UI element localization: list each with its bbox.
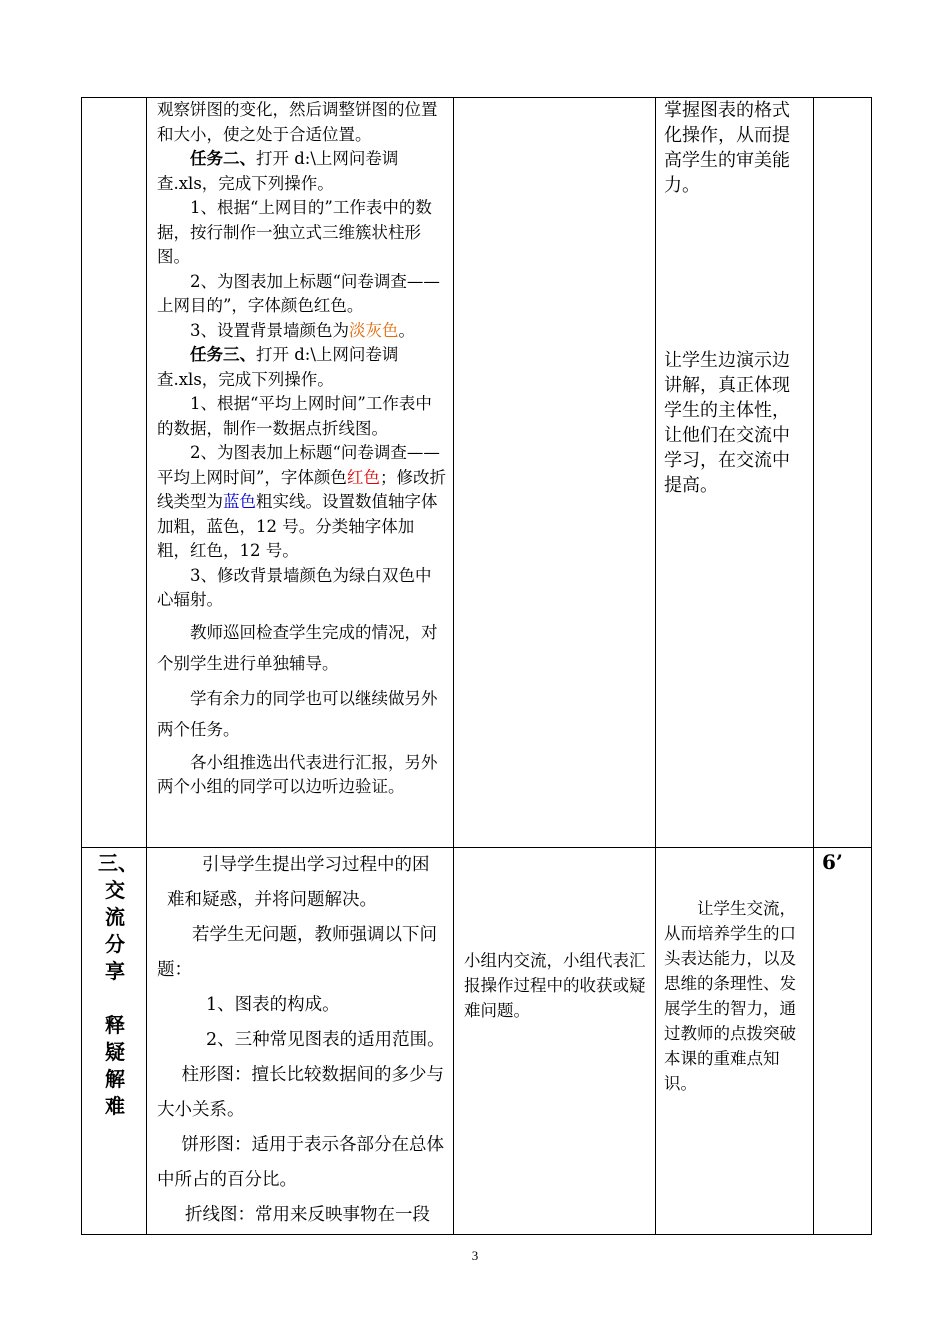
- content-cell: [147, 848, 454, 1235]
- paragraph: 教师巡回检查学生完成的情况，对个别学生进行单独辅导。: [157, 622, 438, 673]
- section-cell: [82, 848, 147, 1235]
- activity-cell: [454, 848, 656, 1235]
- paragraph: 引导学生提出学习过程中的困难和疑惑，并将问题解决。: [167, 855, 430, 910]
- paragraph: 1、根据“平均上网时间”工作表中的数据，制作一数据点折线图。: [157, 394, 432, 438]
- paragraph: 各小组推选出代表进行汇报，另外两个小组的同学可以边听边验证。: [157, 752, 438, 796]
- text: 打开 d:\上网问卷调查.xls，完成下列操作。: [157, 149, 399, 193]
- paragraph: 1、图表的构成。: [206, 995, 340, 1015]
- section-char: 疑: [105, 1040, 125, 1064]
- text: 粗实线。设置数值轴字体加粗，蓝色，12 号。分类轴字体加粗，红色，12 号。: [157, 492, 438, 560]
- table-row: [82, 848, 872, 1235]
- activity-cell-empty: [454, 98, 656, 848]
- task-heading: 任务二、: [190, 149, 256, 168]
- paragraph: [157, 147, 446, 196]
- content-cell: [147, 98, 454, 848]
- task-heading: 任务三、: [190, 345, 256, 364]
- highlight-text: 蓝色: [223, 492, 256, 511]
- time-value: 6’: [822, 850, 843, 874]
- section-char: 享: [105, 959, 125, 983]
- section-cell-empty: [82, 98, 147, 848]
- time-cell-empty: [814, 98, 872, 848]
- highlight-text: 红色: [346, 467, 380, 487]
- paragraph: 2、三种常见图表的适用范围。: [206, 1030, 445, 1050]
- time-cell: [814, 848, 872, 1235]
- paragraph: [157, 441, 446, 564]
- paragraph: [157, 343, 446, 392]
- section-char: 三、: [98, 851, 138, 875]
- paragraph: 2、为图表加上标题“问卷调查——上网目的”，字体颜色红色。: [157, 271, 440, 315]
- page-number: 3: [471, 1248, 479, 1263]
- section-char: 解: [105, 1067, 125, 1091]
- activity-text: 小组内交流，小组代表汇报操作过程中的收获或疑难问题。: [464, 951, 646, 1020]
- paragraph: 若学生无问题，教师强调以下问题：: [157, 925, 437, 980]
- paragraph: 观察饼图的变化，然后调整饼图的位置和大小，使之处于合适位置。: [157, 100, 438, 144]
- paragraph: [157, 319, 446, 344]
- goal-text: 掌握图表的格式化操作，从而提高学生的审美能力。: [664, 100, 790, 196]
- goal-text: 让学生边演示边讲解，真正体现学生的主体性，让他们在交流中学习，在交流中提高。: [664, 350, 790, 496]
- table-row: [82, 98, 872, 848]
- paragraph: 柱形图：擅长比较数据间的多少与大小关系。: [157, 1065, 444, 1120]
- text: 。: [398, 320, 415, 340]
- text: 打开 d:\上网问卷调查.xls，完成下列操作。: [157, 345, 399, 389]
- lesson-plan-table: [81, 97, 872, 1235]
- goal-text: 让学生交流，从而培养学生的口头表达能力，以及思维的条理性、发展学生的智力，通过教师的点拨突破本课的重难点知识。: [664, 899, 796, 1093]
- goal-cell: [656, 98, 814, 848]
- goal-cell: [656, 848, 814, 1235]
- text: 3、设置背景墙颜色为: [190, 320, 349, 340]
- paragraph: 3、修改背景墙颜色为绿白双色中心辐射。: [157, 565, 432, 609]
- paragraph: 1、根据“上网目的”工作表中的数据，按行制作一独立式三维簇状柱形图。: [157, 198, 432, 266]
- section-char: 分: [105, 932, 125, 956]
- section-char: 难: [105, 1094, 125, 1118]
- paragraph: 饼形图：适用于表示各部分在总体中所占的百分比。: [157, 1135, 444, 1190]
- section-char: 交: [105, 878, 125, 902]
- paragraph: 折线图：常用来反映事物在一段: [185, 1205, 430, 1225]
- text: ；修改折线类型为: [157, 467, 446, 511]
- section-title: [82, 848, 146, 1120]
- section-char: 流: [105, 905, 125, 929]
- paragraph: 学有余力的同学也可以继续做另外两个任务。: [157, 688, 438, 739]
- section-char: 释: [105, 1013, 125, 1037]
- text: 2、为图表加上标题“问卷调查——平均上网时间”，字体颜色: [157, 443, 440, 487]
- highlight-text: 淡灰色: [349, 320, 399, 340]
